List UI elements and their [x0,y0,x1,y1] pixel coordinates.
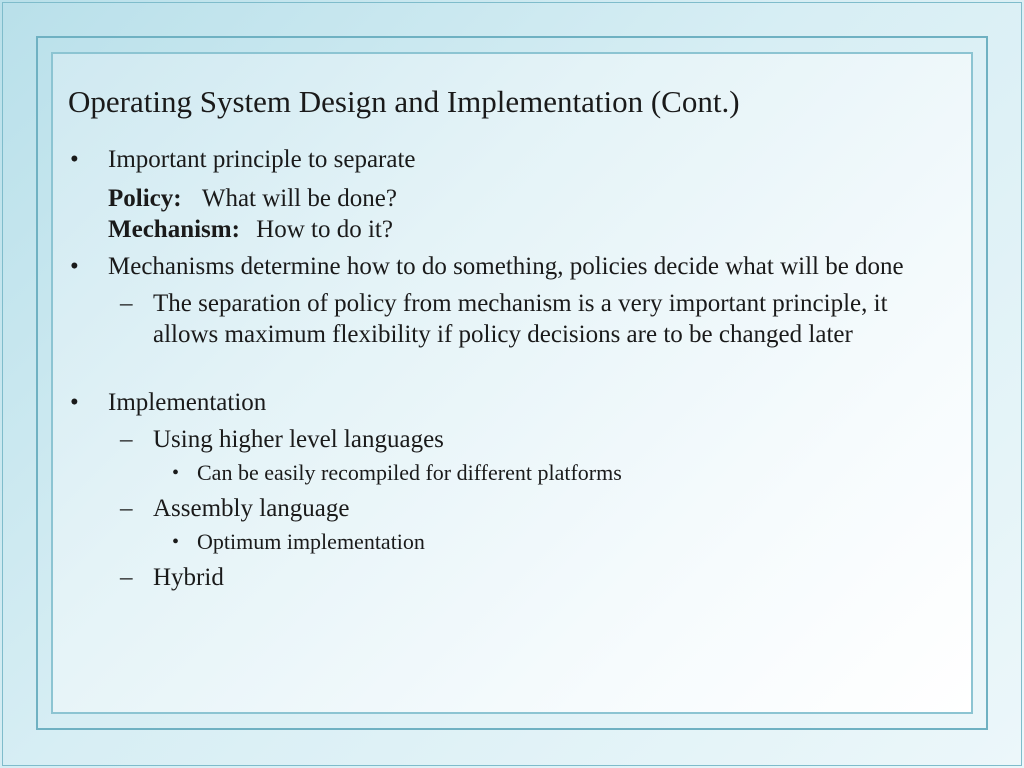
definition-term: Policy: [108,185,182,212]
slide-body [68,138,958,593]
definition-mechanism [68,214,958,245]
sub-bullet-text: Assembly language [153,495,350,522]
bullet-marker: • [172,462,180,484]
slide-title: Operating System Design and Implementation (Cont.) [68,84,740,119]
bullet-separation-principle [68,144,958,175]
bullet-marker: • [172,531,180,553]
bullet-implementation [68,387,958,418]
sub-bullet-text: Using higher level languages [153,426,444,453]
dash-marker: – [120,564,133,591]
sub-sub-bullet-text: Can be easily recompiled for different platforms [197,460,622,485]
definition-term: Mechanism: [108,216,240,243]
sub-bullet-assembly-language [68,493,958,524]
bullet-text: Implementation [108,389,267,416]
sub-bullet-separation-flexibility [68,288,958,350]
sub-bullet-higher-level-languages [68,424,958,455]
dash-marker: – [120,495,133,522]
definition-text: What will be done? [201,185,397,212]
bullet-marker: • [70,146,79,173]
sub-bullet-text: The separation of policy from mechanism is a very important principle, it allows maximum flexibility if policy decisions are to be changed later [153,290,888,348]
bullet-text: Important principle to separate [108,146,416,173]
dash-marker: – [120,290,133,317]
dash-marker: – [120,426,133,453]
bullet-marker: • [70,253,79,280]
sub-sub-bullet-optimum [68,528,958,556]
sub-bullet-hybrid [68,562,958,593]
sub-sub-bullet-text: Optimum implementation [197,529,425,554]
sub-sub-bullet-recompiled [68,459,958,487]
definition-text: How to do it? [256,216,393,243]
bullet-marker: • [70,389,79,416]
definition-policy [68,183,958,214]
spacer [68,350,958,381]
sub-bullet-text: Hybrid [153,564,224,591]
bullet-mechanisms-policies [68,251,958,282]
bullet-text: Mechanisms determine how to do something, policies decide what will be done [108,253,904,280]
